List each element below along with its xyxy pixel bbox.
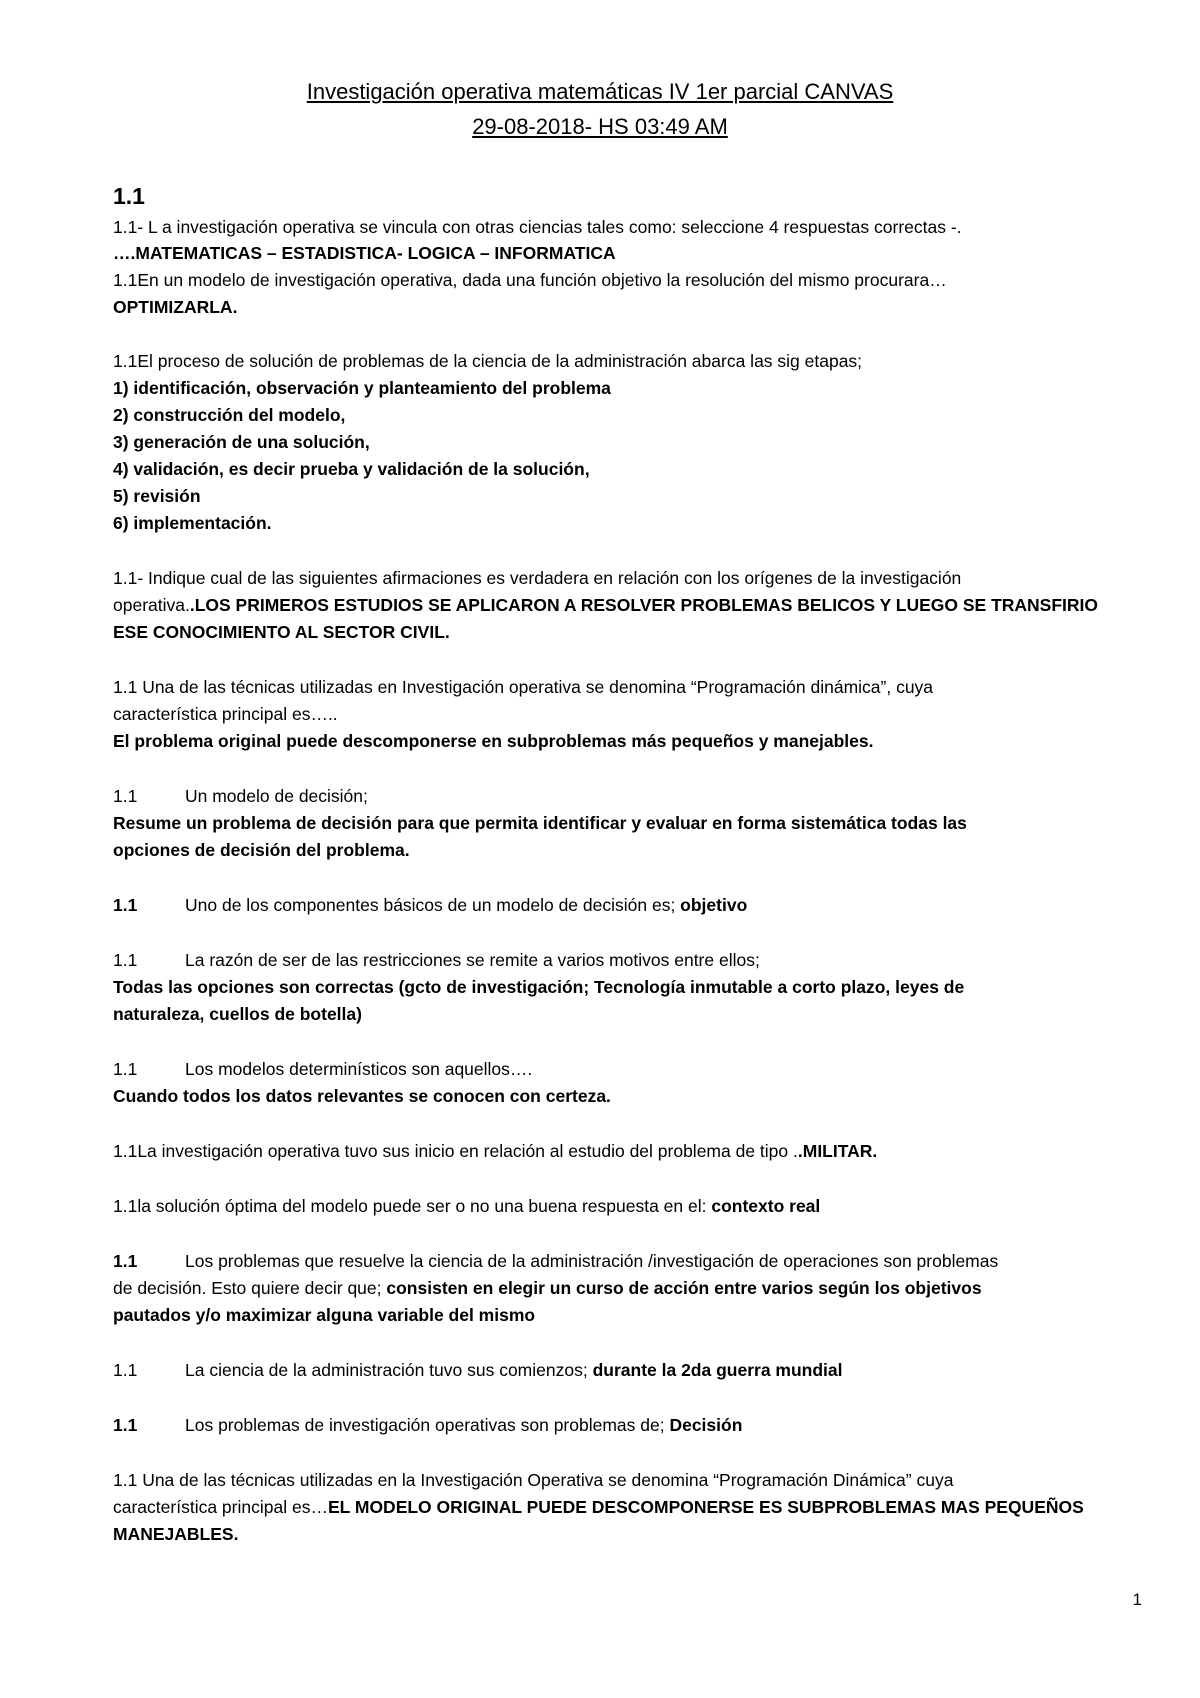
answer-line: ….MATEMATICAS – ESTADISTICA- LOGICA – INFORMATICA — [113, 243, 616, 263]
answer-line: Todas las opciones son correctas (gcto de investigación; Tecnología inmutable a corto plazo, leyes de — [113, 977, 965, 997]
question-line: 1.1 La razón de ser de las restricciones se remite a varios motivos entre ellos; — [113, 950, 760, 970]
question-answer-line: 1.1 Los problemas de investigación operativas son problemas de; Decisión — [113, 1415, 743, 1435]
page-number: 1 — [1132, 1590, 1142, 1609]
question-answer-line: 1.1 La ciencia de la administración tuvo sus comienzos; durante la 2da guerra mundial — [113, 1360, 843, 1380]
question-line: 1.1- L a investigación operativa se vincula con otras ciencias tales como: seleccione 4 respuestas correctas -. — [113, 217, 962, 237]
document-date: 29-08-2018- HS 03:49 AM — [472, 114, 728, 139]
answer-line: ESE CONOCIMIENTO AL SECTOR CIVIL. — [113, 622, 450, 642]
answer-line: opciones de decisión del problema. — [113, 840, 410, 860]
question-answer-line: característica principal es…EL MODELO ORIGINAL PUEDE DESCOMPONERSE ES SUBPROBLEMAS MAS PEQUEÑOS — [113, 1497, 1084, 1517]
question-answer-line: operativa..LOS PRIMEROS ESTUDIOS SE APLICARON A RESOLVER PROBLEMAS BELICOS Y LUEGO SE TRANSFIRIO — [113, 595, 1099, 615]
answer-line: 2) construcción del modelo, — [113, 405, 346, 425]
question-answer-line: 1.1la solución óptima del modelo puede ser o no una buena respuesta en el: contexto real — [113, 1196, 821, 1216]
answer-line: 3) generación de una solución, — [113, 432, 370, 452]
question-answer-line: de decisión. Esto quiere decir que; consisten en elegir un curso de acción entre varios según los objetivos — [113, 1278, 982, 1298]
document-title: Investigación operativa matemáticas IV 1er parcial CANVAS — [306, 79, 894, 104]
question-line: 1.1 Los problemas que resuelve la ciencia de la administración /investigación de operaciones son problemas — [113, 1251, 999, 1271]
question-line: 1.1 Una de las técnicas utilizadas en la Investigación Operativa se denomina “Programación Dinámica” cuya — [113, 1470, 954, 1490]
section-heading: 1.1 — [113, 183, 145, 209]
question-line: 1.1En un modelo de investigación operativa, dada una función objetivo la resolución del mismo procurara… — [113, 270, 947, 290]
answer-line: 6) implementación. — [113, 513, 272, 533]
answer-line: naturaleza, cuellos de botella) — [113, 1004, 362, 1024]
question-answer-line: 1.1La investigación operativa tuvo sus inicio en relación al estudio del problema de tipo ..MILITAR. — [113, 1141, 878, 1161]
answer-line: 1) identificación, observación y planteamiento del problema — [113, 378, 611, 398]
question-line: 1.1 Un modelo de decisión; — [113, 786, 368, 806]
answer-line: 4) validación, es decir prueba y validación de la solución, — [113, 459, 590, 479]
question-line: 1.1 Una de las técnicas utilizadas en Investigación operativa se denomina “Programación dinámica”, cuya — [113, 677, 934, 697]
answer-line: Resume un problema de decisión para que permita identificar y evaluar en forma sistemática todas las — [113, 813, 967, 833]
question-line: 1.1 Los modelos determinísticos son aquellos…. — [113, 1059, 533, 1079]
question-line: característica principal es….. — [113, 704, 338, 724]
answer-line: OPTIMIZARLA. — [113, 297, 238, 317]
answer-line: El problema original puede descomponerse en subproblemas más pequeños y manejables. — [113, 731, 874, 751]
answer-line: Cuando todos los datos relevantes se conocen con certeza. — [113, 1086, 611, 1106]
question-line: 1.1El proceso de solución de problemas de la ciencia de la administración abarca las sig etapas; — [113, 351, 863, 371]
question-line: 1.1- Indique cual de las siguientes afirmaciones es verdadera en relación con los orígenes de la investigación — [113, 568, 962, 588]
question-answer-line: 1.1 Uno de los componentes básicos de un modelo de decisión es; objetivo — [113, 895, 748, 915]
answer-line: MANEJABLES. — [113, 1524, 239, 1544]
answer-line: pautados y/o maximizar alguna variable del mismo — [113, 1305, 536, 1325]
answer-line: 5) revisión — [113, 486, 201, 506]
